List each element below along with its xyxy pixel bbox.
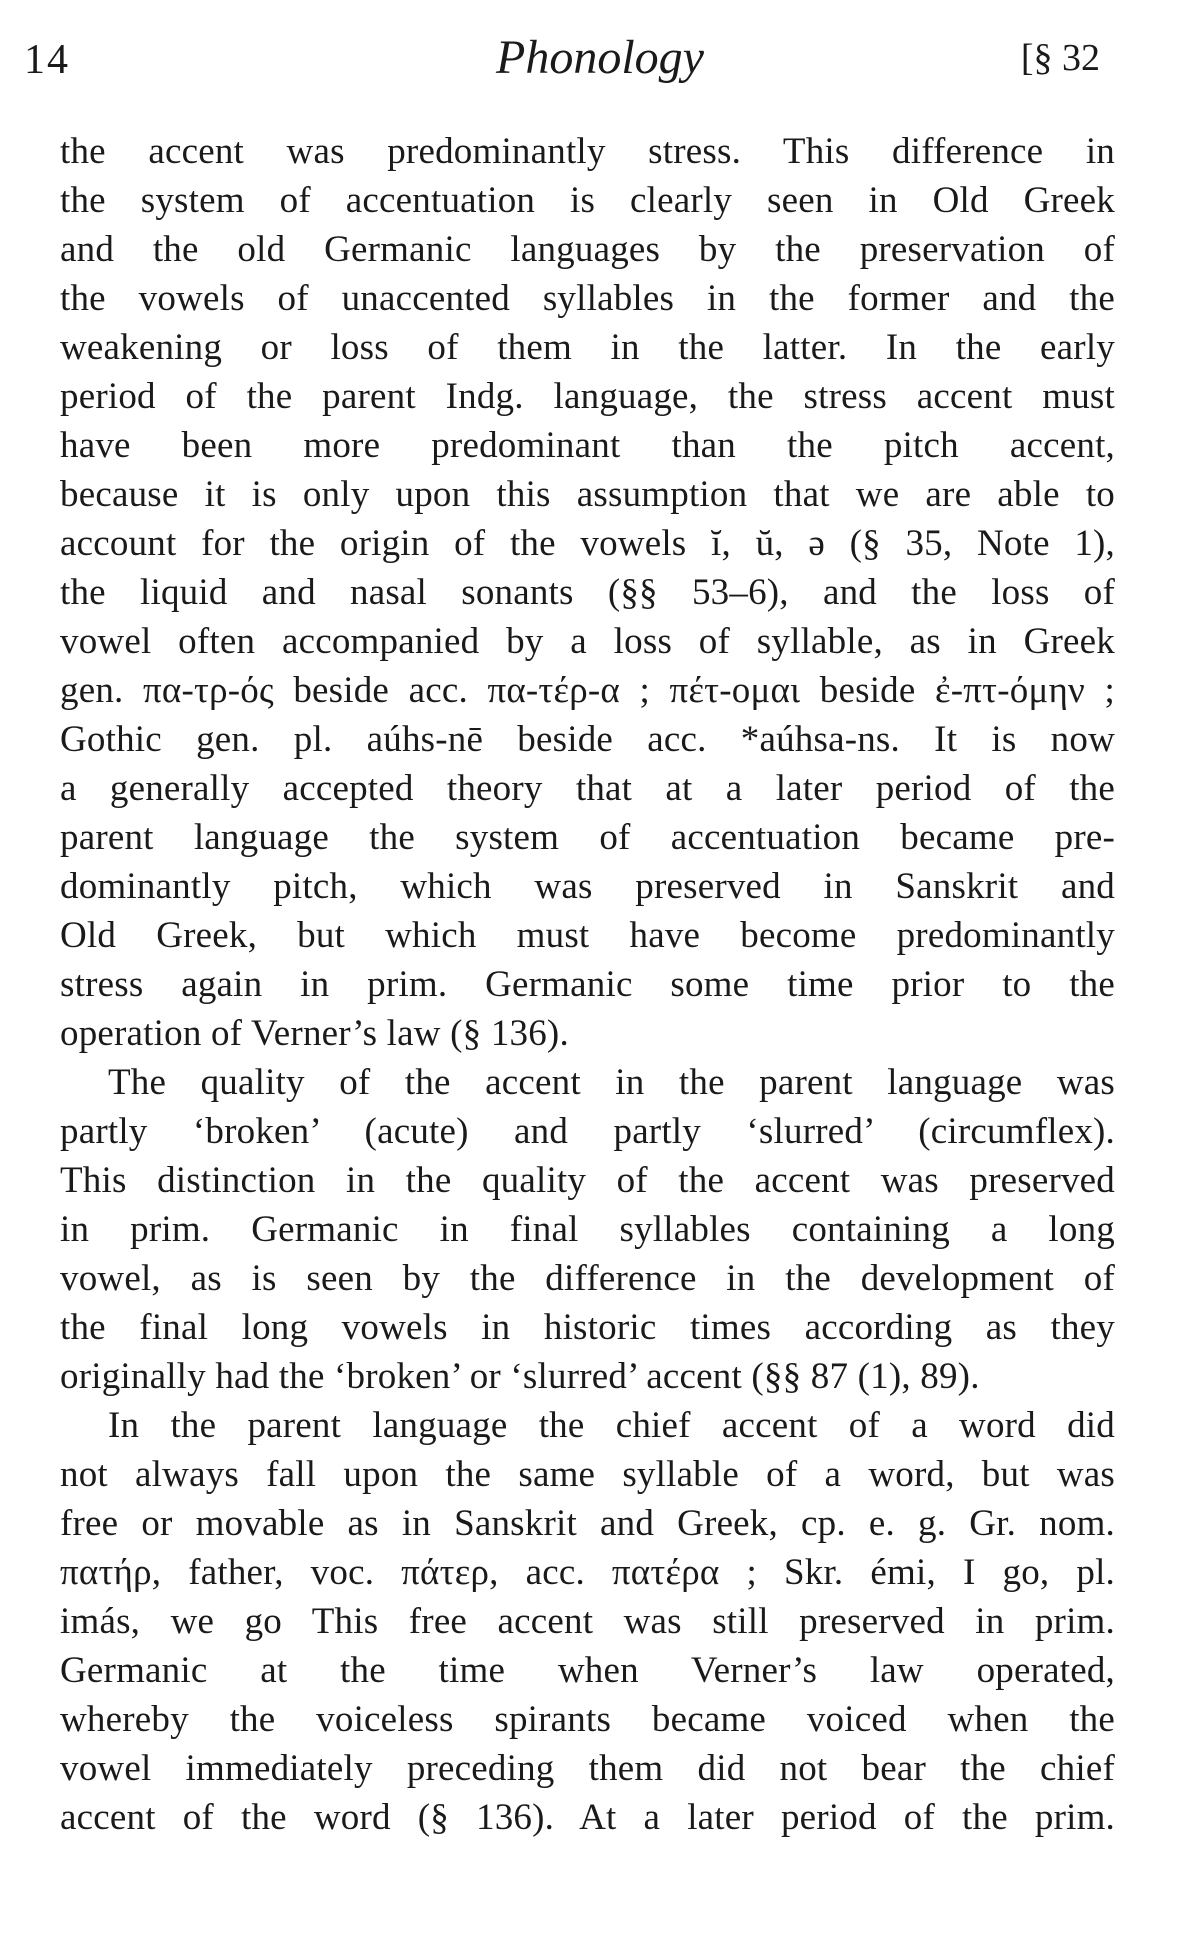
text-line: vowel immediately preceding them did not bear the chief: [60, 1748, 1115, 1789]
text-line: vowel often accompanied by a loss of syllable, as in Greek: [60, 621, 1115, 662]
text-line: the final long vowels in historic times according as they: [60, 1307, 1115, 1348]
text-line: operation of Verner’s law (§ 136).: [60, 1013, 569, 1054]
text-line: the accent was predominantly stress. This difference in: [60, 131, 1115, 172]
text-line: dominantly pitch, which was preserved in Sanskrit and: [60, 866, 1115, 907]
text-line: the vowels of unaccented syllables in the former and the: [60, 278, 1115, 319]
text-line: the liquid and nasal sonants (§§ 53–6), and the loss of: [60, 572, 1115, 613]
text-line: Gothic gen. pl. aúhs-nē beside acc. *aúhsa-ns. It is now: [60, 719, 1115, 760]
text-line: a generally accepted theory that at a later period of the: [60, 768, 1115, 809]
text-line: This distinction in the quality of the accent was preserved: [60, 1160, 1115, 1201]
text-line: period of the parent Indg. language, the stress accent must: [60, 376, 1115, 417]
text-line: because it is only upon this assumption that we are able to: [60, 474, 1115, 515]
text-line: weakening or loss of them in the latter. In the early: [60, 327, 1115, 368]
text-line: stress again in prim. Germanic some time prior to the: [60, 964, 1115, 1005]
text-line: parent language the system of accentuation became pre-: [60, 817, 1115, 858]
text-line: gen. πα-τρ-ός beside acc. πα-τέρ-α ; πέτ-ομαι beside ἐ-πτ-όμην ;: [60, 670, 1115, 711]
text-line: and the old Germanic languages by the preservation of: [60, 229, 1115, 270]
text-line: Old Greek, but which must have become predominantly: [60, 915, 1115, 956]
text-line: accent of the word (§ 136). At a later period of the prim.: [60, 1797, 1115, 1838]
text-line: account for the origin of the vowels ĭ, ŭ, ə (§ 35, Note 1),: [60, 523, 1115, 564]
text-line: have been more predominant than the pitch accent,: [60, 425, 1115, 466]
text-line: not always fall upon the same syllable of a word, but was: [60, 1454, 1115, 1495]
page-header: [0, 30, 1200, 90]
text-line: the system of accentuation is clearly seen in Old Greek: [60, 180, 1115, 221]
text-line: free or movable as in Sanskrit and Greek, cp. e. g. Gr. nom.: [60, 1503, 1115, 1544]
text-line: in prim. Germanic in final syllables containing a long: [60, 1209, 1115, 1250]
text-line: The quality of the accent in the parent language was: [108, 1062, 1115, 1103]
text-line: vowel, as is seen by the difference in the development of: [60, 1258, 1115, 1299]
section-reference: [§ 32: [1020, 37, 1100, 79]
text-line: partly ‘broken’ (acute) and partly ‘slurred’ (circumflex).: [60, 1111, 1115, 1152]
running-title: Phonology: [496, 31, 704, 84]
text-line: imás, we go This free accent was still preserved in prim.: [60, 1601, 1115, 1642]
page-number: 14: [24, 37, 70, 83]
text-line: whereby the voiceless spirants became voiced when the: [60, 1699, 1115, 1740]
body-text: [60, 127, 1115, 1842]
text-line: Germanic at the time when Verner’s law operated,: [60, 1650, 1115, 1691]
text-line: originally had the ‘broken’ or ‘slurred’ accent (§§ 87 (1), 89).: [60, 1356, 980, 1397]
text-line: πατήρ, father, voc. πάτερ, acc. πατέρα ; Skr. émi, I go, pl.: [60, 1552, 1115, 1593]
text-line: In the parent language the chief accent of a word did: [108, 1405, 1115, 1446]
